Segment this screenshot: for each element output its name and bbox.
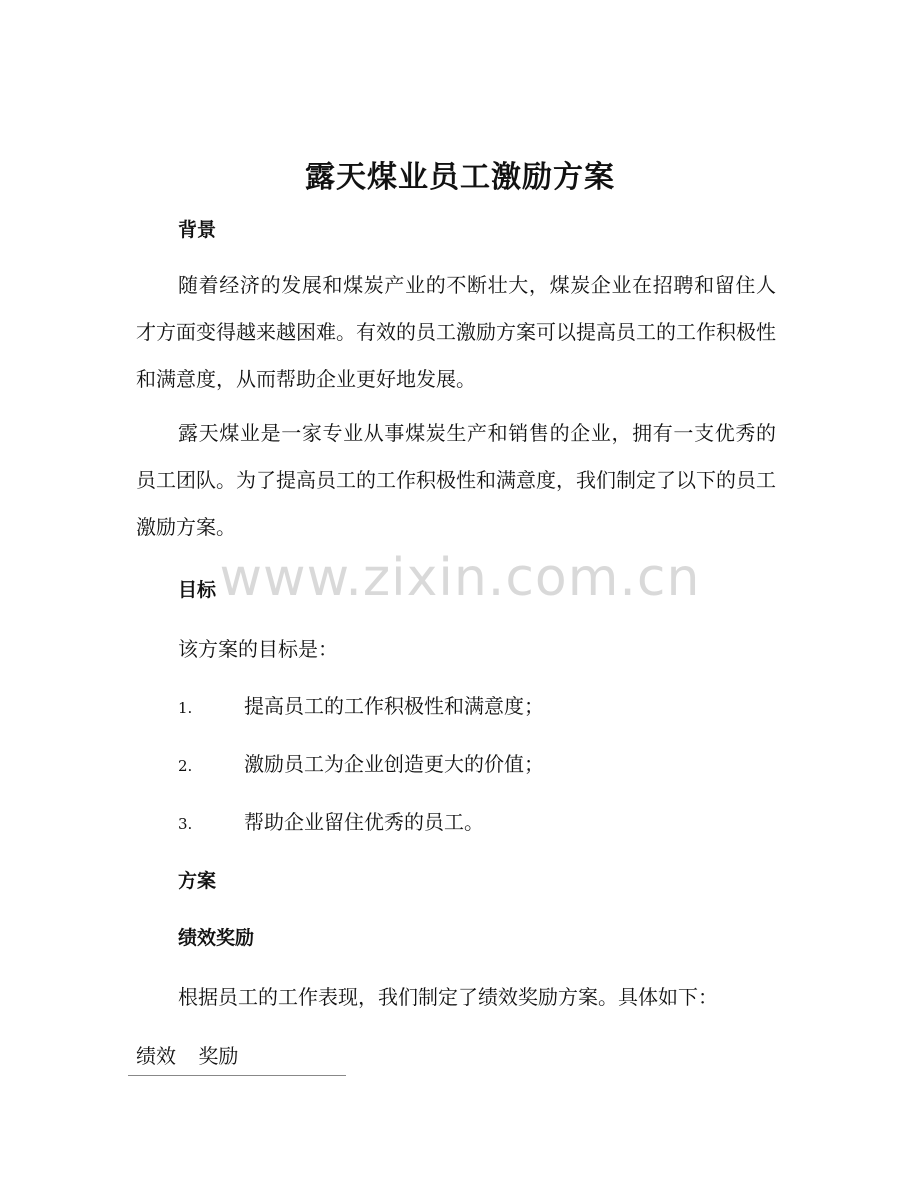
- background-paragraph-1: 随着经济的发展和煤炭产业的不断壮大，煤炭企业在招聘和留住人才方面变得越来越困难。有效的员工激励方案可以提高员工的工作积极性和满意度，从而帮助企业更好地发展。: [136, 273, 776, 391]
- heading-performance-reward: 绩效奖励: [178, 927, 255, 949]
- goal-list-item: [178, 690, 544, 719]
- goal-text: 提高员工的工作积极性和满意度；: [244, 694, 544, 718]
- reward-table-header: [128, 1040, 346, 1076]
- watermark: www.zixin.com.cn: [219, 548, 701, 608]
- heading-plan: 方案: [178, 870, 217, 892]
- document-title: 露天煤业员工激励方案: [305, 160, 615, 195]
- goals-intro: 该方案的目标是：: [178, 637, 338, 661]
- heading-background: 背景: [178, 219, 217, 241]
- goal-number: 3.: [178, 815, 193, 833]
- background-paragraph-2: 露天煤业是一家专业从事煤炭生产和销售的企业，拥有一支优秀的员工团队。为了提高员工的工作积极性和满意度，我们制定了以下的员工激励方案。: [136, 421, 776, 539]
- heading-goals: 目标: [178, 579, 217, 601]
- goal-list-item: [178, 748, 544, 777]
- goal-text: 激励员工为企业创造更大的价值；: [244, 752, 544, 776]
- plan-intro: 根据员工的工作表现，我们制定了绩效奖励方案。具体如下：: [178, 985, 718, 1009]
- goal-text: 帮助企业留住优秀的员工。: [244, 810, 484, 834]
- goal-list-item: [178, 806, 484, 835]
- goal-number: 2.: [178, 757, 193, 775]
- goal-number: 1.: [178, 699, 193, 717]
- table-header-performance: 绩效: [136, 1044, 176, 1068]
- table-header-reward: 奖励: [198, 1044, 239, 1068]
